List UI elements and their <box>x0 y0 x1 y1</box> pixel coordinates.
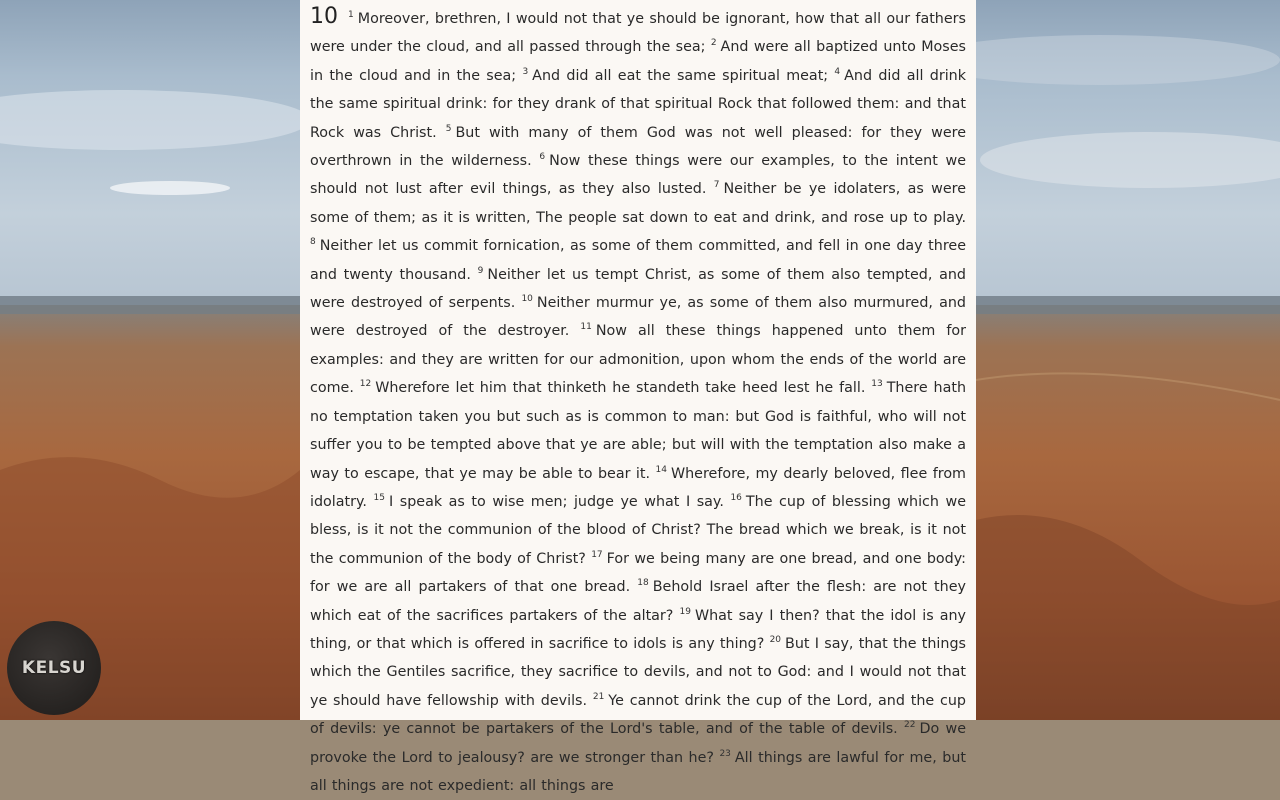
verse-number: 4 <box>834 66 841 77</box>
verse-text: What say I then? that the idol is any thing, or that which is offered in sacrifice to idols is any thing? <box>310 607 966 652</box>
verse-text: I speak as to wise men; judge ye what I say. <box>389 493 724 510</box>
verse-number: 16 <box>730 492 742 503</box>
verse-text: Wherefore, my dearly beloved, flee from idolatry. <box>310 465 966 510</box>
chapter-number: 10 <box>310 4 338 29</box>
logo-text: KELSU <box>21 658 87 678</box>
verse-number: 14 <box>655 464 667 475</box>
verse-text: Wherefore let him that thinketh he standeth take heed lest he fall. <box>375 380 866 397</box>
verse-text: Ye cannot drink the cup of the Lord, and the cup of devils: ye cannot be partakers of the Lord's table, and of the table of devils. <box>310 692 966 738</box>
verse-number: 15 <box>373 492 385 503</box>
verse-number: 11 <box>580 322 592 333</box>
verse-number: 6 <box>539 152 546 163</box>
verse-number: 22 <box>904 720 916 731</box>
verse-number: 8 <box>310 237 316 248</box>
verse-number: 3 <box>522 66 529 77</box>
verse-text: The cup of blessing which we bless, is it not the communion of the blood of Christ? The bread which we break, is it not the communion of the body of Christ? <box>310 493 966 567</box>
verse-text: Neither be ye idolaters, as were some of them; as it is written, The people sat down to eat and drink, and rose up to play. <box>310 181 967 226</box>
verse-text: But with many of them God was not well pleased: for they were overthrown in the wilderness. <box>310 124 966 170</box>
verse-number: 2 <box>710 38 717 49</box>
verse-text: And did all eat the same spiritual meat; <box>532 67 829 84</box>
verse-text: Moreover, brethren, I would not that ye should be ignorant, how that all our fathers were under the cloud, and all passed through the sea; <box>310 11 966 56</box>
verse-text: Neither murmur ye, as some of them also murmured, and were destroyed of the destroyer. <box>310 295 966 340</box>
channel-logo <box>7 621 101 715</box>
verse-number: 9 <box>477 265 484 276</box>
verse-number: 1 <box>348 10 354 20</box>
verse-number: 18 <box>637 578 649 589</box>
verse-text: And were all baptized unto Moses in the cloud and in the sea; <box>310 39 966 84</box>
verse-number: 21 <box>592 691 605 702</box>
verse-text: For we being many are one bread, and one body: for we are all partakers of that one bread. <box>310 550 966 596</box>
verse-number: 20 <box>769 634 782 645</box>
verse-number: 23 <box>719 748 731 759</box>
scripture-panel <box>300 0 976 794</box>
verse-number: 19 <box>679 606 691 617</box>
verse-text: Do we provoke the Lord to jealousy? are we stronger than he? <box>310 721 966 766</box>
verse-text: Now these things were our examples, to the intent we should not lust after evil things, as they also lusted. <box>310 153 967 198</box>
verse-text: Behold Israel after the flesh: are not they which eat of the sacrifices partakers of the altar? <box>310 579 966 624</box>
verse-number: 12 <box>359 379 372 390</box>
verse-text: But I say, that the things which the Gentiles sacrifice, they sacrifice to devils, and not to God: and I would not that ye should have fellowship with devils. <box>310 635 966 709</box>
verse-text: Neither let us commit fornication, as some of them committed, and fell in one day three and twenty thousand. <box>310 238 966 283</box>
verse-text: Neither let us tempt Christ, as some of them also tempted, and were destroyed of serpents. <box>310 266 966 312</box>
verse-number: 5 <box>445 123 452 134</box>
verse-text: All things are lawful for me, but all things are not expedient: all things are <box>310 749 966 794</box>
verse-text: And did all drink the same spiritual drink: for they drank of that spiritual Rock that followed them: and that Rock was Christ. <box>310 67 967 141</box>
verse-text: There hath no temptation taken you but such as is common to man: but God is faithful, who will not suffer you to be tempted above that ye are able; but will with the temptation also make a way to escape, that ye may be able to bear it. <box>310 380 967 482</box>
scripture-text <box>310 3 966 800</box>
verse-text: Now all these things happened unto them for examples: and they are written for our admonition, upon whom the ends of the world are come. <box>310 323 966 397</box>
verse-number: 17 <box>591 549 603 560</box>
verse-number: 10 <box>521 294 533 305</box>
verse-number: 7 <box>713 180 720 191</box>
verse-number: 13 <box>871 379 883 390</box>
